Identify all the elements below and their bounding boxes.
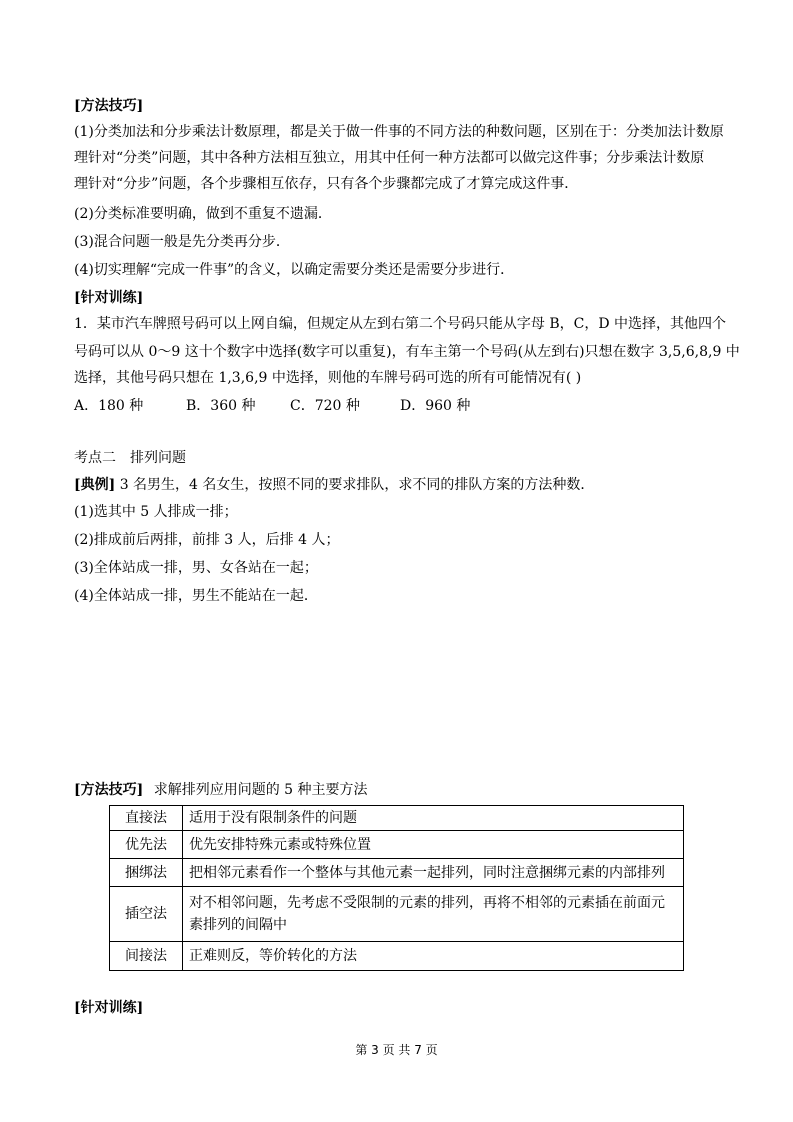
method-paragraph-2: (2)分类标准要明确，做到不重复不遗漏． xyxy=(74,206,332,222)
method-desc: 正难则反，等价转化的方法 xyxy=(183,942,684,971)
training-heading-2: [针对训练] xyxy=(74,1000,144,1016)
table-row xyxy=(110,806,684,831)
option-b: B．360 种 xyxy=(186,398,256,414)
example xyxy=(74,475,594,495)
methods-heading xyxy=(74,780,368,800)
example-item-1: (1)选其中 5 人排成一排； xyxy=(74,504,238,520)
question-1-line-2: 号码可以从 0～9 这十个数字中选择(数字可以重复)，有车主第一个号码(从左到右)只想在数字 3,5,6,8,9 中 xyxy=(74,344,740,360)
page-footer: 第 3 页 共 7 页 xyxy=(355,1043,438,1057)
method-name: 直接法 xyxy=(110,806,183,831)
methods-heading-text: 求解排列应用问题的 5 种主要方法 xyxy=(153,782,368,798)
training-heading: [针对训练] xyxy=(74,290,144,306)
example-label: [典例] xyxy=(74,477,116,493)
method-paragraph-4: (4)切实理解“完成一件事”的含义，以确定需要分类还是需要分步进行． xyxy=(74,262,515,278)
example-text: 3 名男生，4 名女生，按照不同的要求排队，求不同的排队方案的方法种数． xyxy=(119,477,595,493)
methods-heading-label: [方法技巧] xyxy=(74,782,144,798)
method-name: 捆绑法 xyxy=(110,859,183,887)
example-item-4: (4)全体站成一排，男生不能站在一起． xyxy=(74,588,318,604)
method-desc: 把相邻元素看作一个整体与其他元素一起排列，同时注意捆绑元素的内部排列 xyxy=(183,859,684,887)
method-paragraph-3: (3)混合问题一般是先分类再分步． xyxy=(74,234,290,250)
method-name: 插空法 xyxy=(110,887,183,942)
example-item-2: (2)排成前后两排，前排 3 人，后排 4 人； xyxy=(74,532,340,548)
method-name: 优先法 xyxy=(110,831,183,859)
option-c: C．720 种 xyxy=(290,398,360,414)
option-a: A．180 种 xyxy=(74,398,144,414)
question-1-options xyxy=(74,396,470,416)
method-paragraph-1-line-2: 理针对“分类”问题，其中各种方法相互独立，用其中任何一种方法都可以做完这件事；分步乘法计数原 xyxy=(74,150,705,166)
example-item-3: (3)全体站成一排，男、女各站在一起； xyxy=(74,560,318,576)
question-1-line-1: 1．某市汽车牌照号码可以上网自编，但规定从左到右第二个号码只能从字母 B，C，D 中选择，其他四个 xyxy=(74,316,727,332)
method-desc: 适用于没有限制条件的问题 xyxy=(183,806,684,831)
methods-table xyxy=(109,805,684,971)
method-paragraph-1-line-3: 理针对“分步”问题，各个步骤相互依存，只有各个步骤都完成了才算完成这件事． xyxy=(74,176,579,192)
table-row xyxy=(110,831,684,859)
method-desc: 优先安排特殊元素或特殊位置 xyxy=(183,831,684,859)
method-heading: [方法技巧] xyxy=(74,98,144,114)
section-title: 考点二 排列问题 xyxy=(74,450,186,466)
method-paragraph-1-line-1: (1)分类加法和分步乘法计数原理，都是关于做一件事的不同方法的种数问题，区别在于：分类加法计数原 xyxy=(74,124,724,140)
table-row xyxy=(110,887,684,942)
method-desc: 对不相邻问题，先考虑不受限制的元素的排列，再将不相邻的元素插在前面元素排列的间隔中 xyxy=(183,887,684,942)
table-row xyxy=(110,942,684,971)
method-name: 间接法 xyxy=(110,942,183,971)
option-d: D．960 种 xyxy=(400,398,471,414)
table-row xyxy=(110,859,684,887)
question-1-line-3: 选择，其他号码只想在 1,3,6,9 中选择，则他的车牌号码可选的所有可能情况有( ) xyxy=(74,370,582,386)
